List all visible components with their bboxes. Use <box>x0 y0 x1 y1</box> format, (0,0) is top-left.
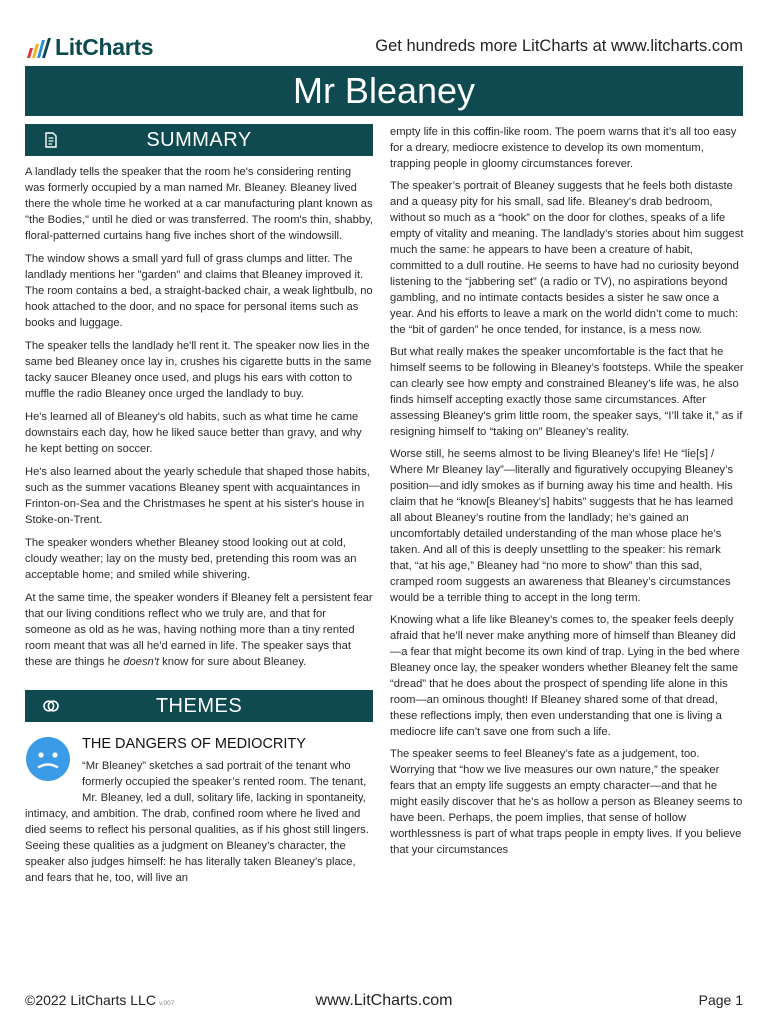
summary-paragraph: The speaker tells the landlady he'll rent it. The speaker now lies in the same bed Bleaney once lay in, crushes his cigarette butts in the same tacky saucer Bleaney once used, and plugs his ears with cotton to muffle the radio Bleaney once urged the landlady to buy. <box>25 340 372 400</box>
themes-header <box>25 690 373 722</box>
summary-paragraph: The speaker wonders whether Bleaney stood looking out at cold, cloudy weather; lay on the musty bed, pretending this room was an acceptable home; and smiled while shivering. <box>25 537 357 581</box>
page-header <box>25 34 743 62</box>
theme-title: THE DANGERS OF MEDIOCRITY <box>82 736 306 752</box>
body-paragraph: Knowing what a life like Bleaney’s comes to, the speaker feels deeply afraid that he’ll never make anything more of himself than Bleaney did—a fear that might become its own kind of trap. Lying in the bed where Bleaney once lay, the speaker wonders whether Bleaney felt the same “dread” that he does about the prospect of spending life alone in this room—an ominous thought! If Bleaney shared some of that dread, these reflections imply, then even understanding that one is living a mediocre life can’t save one from such a life. <box>390 614 740 738</box>
body-paragraph: Worse still, he seems almost to be living Bleaney’s life! He “lie[s] / Where Mr Bleaney lay”—literally and figuratively occupying Bleaney’s position—and idly smokes as if burning away his time and health. His claim that he “know[s Bleaney’s] habits” suggests that he has learned all about Bleaney’s routine from the landlady; he’s gained an uncomfortably detailed understanding of the man whose place he’s taken. And all of this is deeply unsettling to the speaker: his remark that, “at his age,” Bleaney had “no more to show” than this sad, cramped room suggests an awareness that Bleaney’s circumstances would be a terrible thing to accept in the long term. <box>390 448 734 604</box>
theme-text: “Mr Bleaney” sketches a sad portrait of the tenant who formerly occupied the speaker’s rented room. The tenant, Mr. Bleaney, led a dull, solitary life, lacking in spontaneity, intimacy, and ambition. The drab, confined room where he lived and died seems to reflect his personal qualities, as if his ghost still lingers. Seeing these qualities as a judgment on Bleaney’s character, the speaker also judges himself: he has literally taken Bleaney’s place, and fears that he, too, will live an <box>25 760 369 884</box>
summary-paragraph: He's learned all of Bleaney's old habits, such as what time he came downstairs each day, how he liked sauce better than gravy, and why he kept betting on soccer. <box>25 411 362 455</box>
summary-emphasis: doesn't <box>123 656 160 668</box>
litcharts-logo-icon <box>25 38 51 58</box>
summary-paragraph: The window shows a small yard full of grass clumps and litter. The landlady mentions her "garden" and claims that Bleaney improved it. The room contains a bed, a straight-backed chair, a weak lightbulb, no hook attached to the door, and no space for personal items such as books and luggage. <box>25 253 373 329</box>
body-paragraph: But what really makes the speaker uncomfortable is the fact that he himself seems to be following in Bleaney’s footsteps. While the speaker can clearly see how empty and constrained Bleaney’s life was, he also finds himself accepting exactly those same circumstances. After assessing Bleaney’s grim little room, the speaker says, “I’ll take it,” as if resigning himself to “taking on” Bleaney’s reality. <box>390 346 744 438</box>
body-paragraph: The speaker seems to feel Bleaney’s fate as a judgement, too. Worrying that “how we live measures our own nature,” the speaker fears that an empty life suggests an empty character—and that he might easily discover that he’s as hollow a person as Bleaney seems to have been. Perhaps, the poem implies, that sense of hollow worthlessness is part of what traps people in empty lives. If you believe that your circumstances <box>390 748 743 856</box>
logo-text: LitCharts <box>55 34 154 60</box>
left-column <box>25 124 373 886</box>
version-label: v.007 <box>158 1000 175 1007</box>
summary-text-span: know for sure about Bleaney. <box>159 656 307 668</box>
sad-face-icon <box>25 736 71 782</box>
litcharts-logo[interactable] <box>25 34 153 61</box>
body-paragraph: empty life in this coffin-like room. The poem warns that it’s all too easy for a dreary, mediocre existence to develop its own momentum, trapping people in gloomy circumstances forever. <box>390 126 737 170</box>
page-footer <box>25 992 743 1012</box>
summary-paragraph: A landlady tells the speaker that the room he's considering renting was formerly occupied by a man named Mr. Bleaney. Bleaney lived there the whole time he worked at a car manufacturing plant known as "the Bodies," until he died or was transferred. The room's thin, shabby, floral-patterned curtains hang five inches short of the windowsill. <box>25 166 373 242</box>
theme-mediocrity <box>25 734 373 886</box>
summary-header <box>25 124 373 156</box>
header-tagline[interactable]: Get hundreds more LitCharts at www.litcharts.com <box>375 37 743 55</box>
copyright-text: ©2022 LitCharts LLC <box>25 992 156 1008</box>
footer-site-link[interactable]: www.LitCharts.com <box>315 992 453 1009</box>
theme-paragraph <box>25 758 373 886</box>
page-number: Page 1 <box>698 992 743 1008</box>
page-title: Mr Bleaney <box>25 66 743 116</box>
body-paragraph: The speaker’s portrait of Bleaney suggests that he feels both distaste and a queasy pity for his small, sad life. Bleaney’s drab bedroom, without so much as a “hook” on the door for clothes, speaks of a life empty of vitality and meaning. The landlady’s stories about him suggest much the same: he appears to have been a creature of habit, committed to a dull routine. He seems to have had no curiosity beyond listening to the “jabbering set” (a radio or TV), no aspirations beyond gambling, and no intimate contacts besides a sister he saw once a year. And his efforts to leave a mark on the world didn’t come to much: the “bit of garden” he once tended, for instance, is a mess now. <box>390 180 744 336</box>
right-column <box>390 124 744 864</box>
summary-body <box>25 164 373 670</box>
summary-paragraph <box>25 590 373 670</box>
themes-heading: THEMES <box>155 695 243 717</box>
summary-text-span: At the same time, the speaker wonders if Bleaney felt a persistent fear that our living conditions reflect who we truly are, and that for someone as old as he was, having nothing more than a tiny rented room meant that was all he'd earned in life. The speaker says that these are things he <box>25 592 373 668</box>
summary-heading: SUMMARY <box>146 129 252 151</box>
summary-paragraph: He's also learned about the yearly schedule that shaped those habits, such as the summer vacations Bleaney spent with acquaintances in Frinton-on-Sea and the Christmases he spent at his sister's house in Stoke-on-Trent. <box>25 466 370 526</box>
